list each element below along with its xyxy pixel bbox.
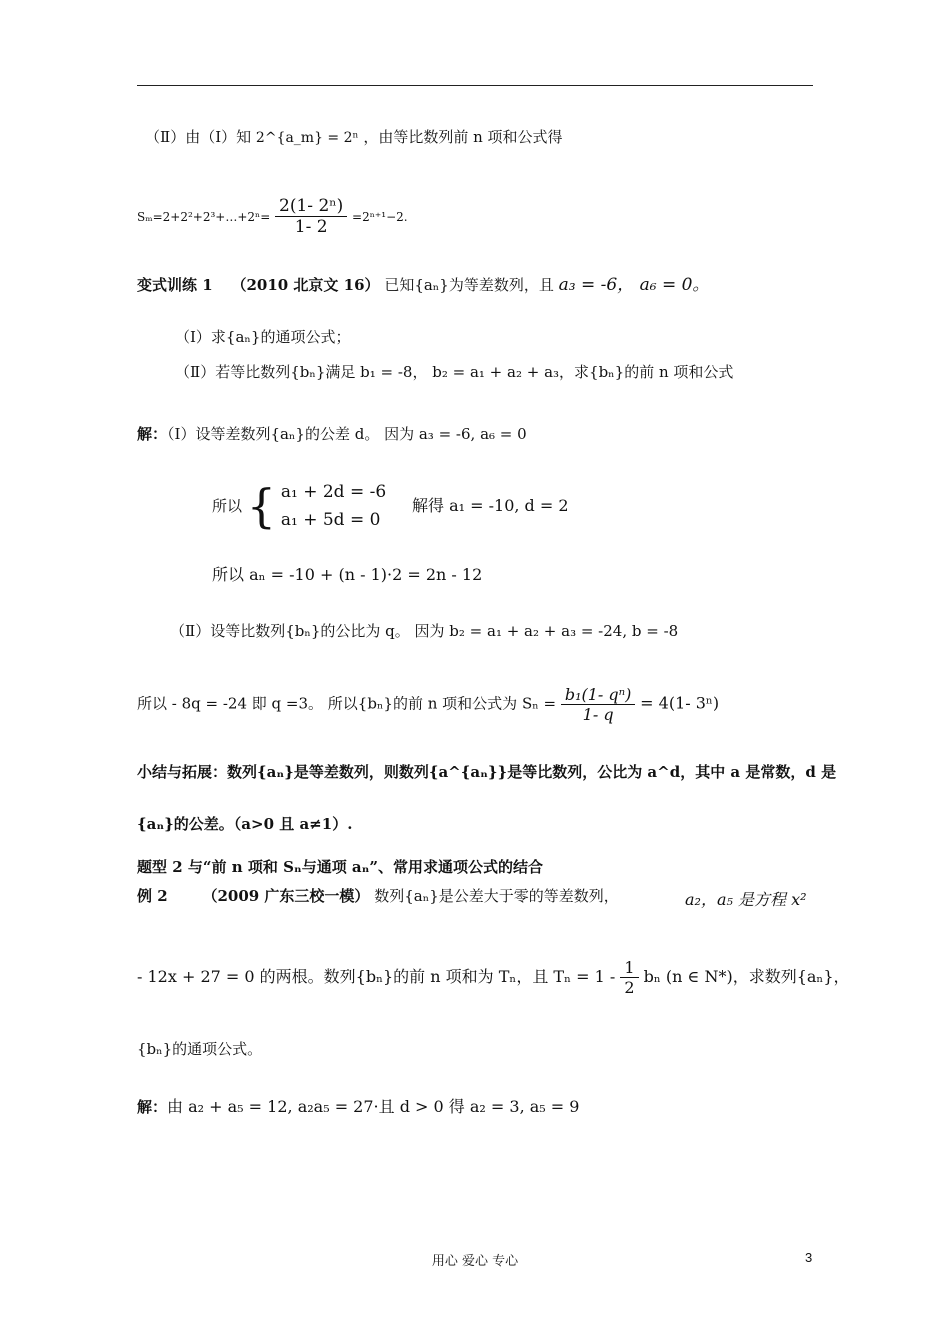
type2-heading: 题型 2 与“前 n 项和 Sₙ与通项 aₙ”、常用求通项公式的结合 [137, 858, 544, 876]
sn-fraction [561, 685, 636, 724]
page-footer: 用心 爱心 专心 [431, 1254, 519, 1269]
example2-label: 例 2 [137, 887, 168, 905]
exercise1-label: 变式训练 1 [137, 276, 213, 294]
sum-numerator: 2(1- 2ⁿ) [275, 196, 347, 217]
sn-rhs: = 4(1- 3ⁿ) [640, 693, 720, 713]
an-formula: 所以 aₙ = -10 + (n - 1)·2 = 2n - 12 [212, 565, 483, 584]
example2-line2-b: bₙ (n ∈ N*)，求数列{aₙ}， [643, 967, 850, 987]
solution3-line [137, 1097, 579, 1116]
summary-line [137, 763, 836, 781]
solution3-label: 解： [137, 1098, 168, 1116]
solution1-text: （Ⅰ）设等差数列{aₙ}的公差 d。 因为 a₃ = -6, a₆ = 0 [167, 425, 527, 443]
solution-label: 解： [137, 425, 168, 443]
half-fraction [620, 958, 638, 997]
system-prefix: 所以 [212, 497, 243, 515]
sn-numerator: b₁(1- qⁿ) [561, 685, 636, 705]
example2-roots: a₂，a₅ 是方程 x² [685, 890, 807, 909]
summary-label: 小结与拓展： [137, 763, 228, 781]
sn-prefix: 所以 - 8q = -24 即 q =3。 所以{bₙ}的前 n 项和公式为 Sₙ = [137, 694, 557, 713]
page-number: 3 [805, 1250, 813, 1265]
example2-line2 [137, 958, 850, 997]
system-block [212, 478, 386, 534]
solution1-line [137, 425, 527, 443]
system-equations [281, 478, 386, 534]
example2-line [137, 887, 619, 905]
example2-source: （2009 广东三校一模） [202, 887, 370, 905]
example2-line2-a: - 12x + 27 = 0 的两根。数列{bₙ}的前 n 项和为 Tₙ，且 Tₙ = 1 - [137, 967, 616, 987]
part2-formula: 2^{a_m} = 2ⁿ [255, 130, 359, 146]
half-numerator: 1 [620, 958, 638, 978]
exercise1-q1: （Ⅰ）求{aₙ}的通项公式； [175, 328, 351, 346]
sum-rhs: =2ⁿ⁺¹−2. [352, 209, 408, 224]
exercise1-source: （2010 北京文 16） [231, 276, 380, 294]
system-eq1: a₁ + 2d = -6 [280, 482, 387, 502]
sum-denominator: 1- 2 [294, 217, 328, 238]
sn-denominator: 1- q [582, 705, 614, 725]
exercise1-q2: （Ⅱ）若等比数列{bₙ}满足 b₁ = -8， b₂ = a₁ + a₂ + a₃，求{bₙ}的前 n 项和公式 [175, 363, 734, 381]
exercise1-text: 已知{aₙ}为等差数列，且 [384, 276, 554, 294]
solution2-line: （Ⅱ）设等比数列{bₙ}的公比为 q。 因为 b₂ = a₁ + a₂ + a₃ = -24, b = -8 [170, 622, 679, 640]
half-denominator: 2 [624, 978, 635, 998]
exercise1-condition: a₃ = -6， a₆ = 0。 [558, 275, 710, 295]
example2-line3: {bₙ}的通项公式。 [137, 1040, 263, 1058]
sum-formula [137, 196, 408, 238]
part2-line [145, 128, 563, 147]
sn-line [137, 685, 719, 724]
system-solved: 解得 a₁ = -10, d = 2 [412, 496, 569, 515]
system-eq2: a₁ + 5d = 0 [280, 510, 381, 530]
sum-lhs: Sₘ=2+2²+2³+…+2ⁿ= [137, 209, 271, 224]
part2-label: （Ⅱ）由（Ⅰ）知 [145, 128, 252, 146]
sum-fraction [275, 196, 347, 238]
header-rule [137, 85, 813, 86]
summary-line2: {aₙ}的公差。（a>0 且 a≠1）. [137, 815, 353, 833]
part2-tail: ，由等比数列前 n 项和公式得 [363, 128, 563, 146]
summary-text: 数列{aₙ}是等差数列，则数列{a^{aₙ}}是等比数列，公比为 a^d，其中 a 是常数，d 是 [227, 763, 837, 781]
solution3-text: 由 a₂ + a₅ = 12, a₂a₅ = 27·且 d > 0 得 a₂ = 3, a₅ = 9 [167, 1097, 580, 1116]
left-brace-icon: { [246, 479, 277, 533]
exercise1-line [137, 275, 709, 295]
example2-text: 数列{aₙ}是公差大于零的等差数列， [374, 887, 619, 905]
